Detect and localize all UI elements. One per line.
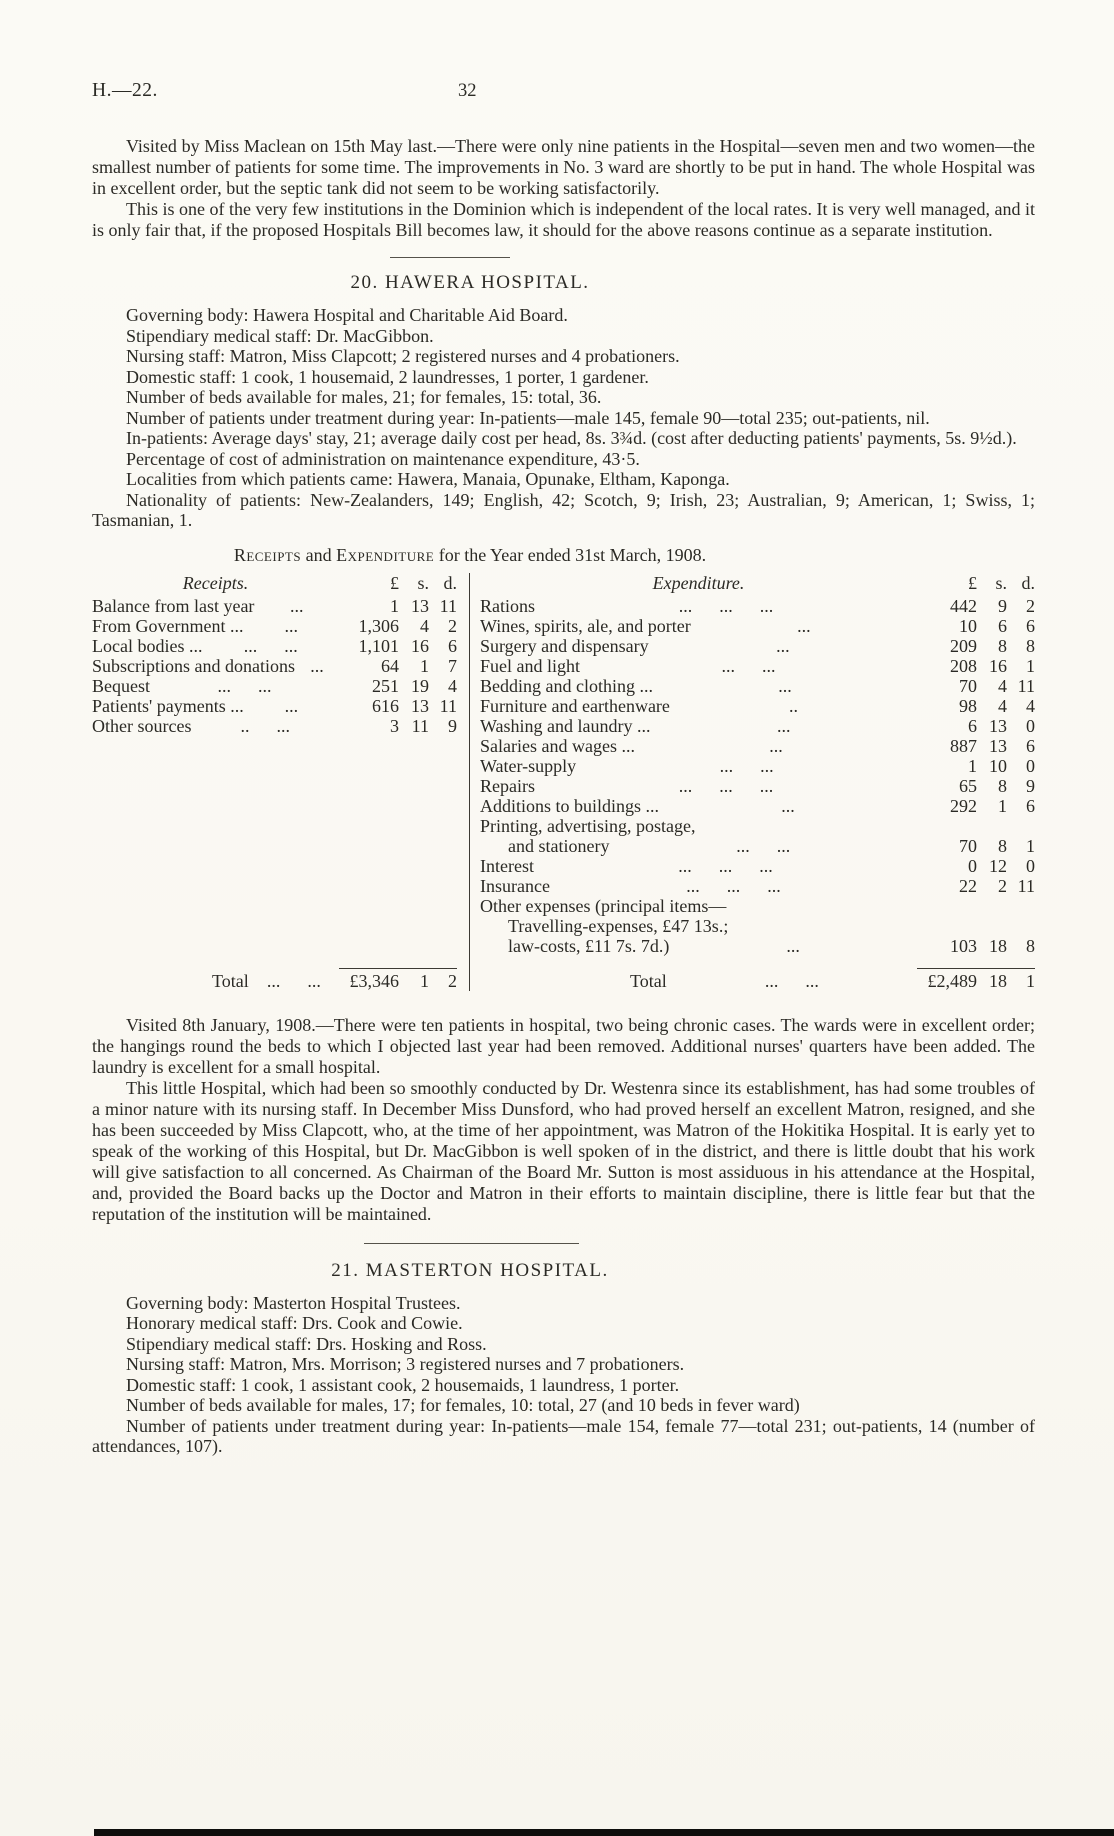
detail-line: Nursing staff: Matron, Miss Clapcott; 2 registered nurses and 4 probationers. [126, 346, 680, 366]
amount-pence: 11 [439, 595, 457, 616]
total-amount-cells [917, 968, 1035, 991]
amount-cells [917, 776, 1035, 796]
table-row [92, 636, 457, 656]
dot-leaders: ... [776, 635, 790, 656]
amount-pounds: 0 [968, 855, 977, 876]
receipts-rows [92, 596, 457, 736]
detail-line: Nationality of patients: New-Zealanders, 149; English, 42; Scotch, 9; Irish, 23; Australian, 9; American, 1; Swiss, 1; Tasmanian, 1. [92, 489, 1035, 530]
amount-pounds: 6 [968, 715, 977, 736]
currency-column-headings [917, 573, 1035, 593]
expenditure-total-row [480, 968, 1035, 991]
dot-leaders: ... [769, 735, 783, 756]
section-divider [364, 1243, 579, 1244]
amount-pounds: 1,101 [358, 635, 399, 656]
hawera-heading: 20. HAWERA HOSPITAL. [350, 272, 590, 293]
row-label: Travelling-expenses, £47 13s.; [508, 915, 729, 936]
receipts-header-row [92, 573, 457, 593]
table-title-expenditure: Expenditure [336, 544, 435, 565]
total-amount-cells [339, 968, 457, 991]
row-label: Rations [480, 595, 536, 616]
amount-cells [339, 716, 457, 736]
amount-pence: 6 [1026, 735, 1035, 756]
amount-shillings: 4 [420, 615, 429, 636]
table-title-receipts: Receipts [233, 544, 302, 565]
row-label: Wines, spirits, ale, and porter [480, 615, 691, 636]
amount-pence: 9 [448, 715, 457, 736]
detail-line: Domestic staff: 1 cook, 1 housemaid, 2 laundresses, 1 porter, 1 gardener. [126, 366, 649, 387]
expenditure-header-row [480, 573, 1035, 593]
amount-shillings: 19 [411, 675, 429, 696]
amount-pounds: 3 [390, 715, 399, 736]
amount-pounds: 1,306 [358, 615, 399, 636]
amount-shillings: 1 [998, 795, 1007, 816]
dot-leaders: .. [788, 695, 798, 716]
detail-line: Stipendiary medical staff: Drs. Hosking and Ross. [126, 1333, 487, 1354]
detail-line: Nursing staff: Matron, Mrs. Morrison; 3 registered nurses and 7 probationers. [126, 1354, 685, 1374]
amount-cells [917, 716, 1035, 736]
amount-pence: 6 [1026, 795, 1035, 816]
table-row [480, 756, 1035, 776]
dot-leaders: ... ... ... [686, 875, 781, 896]
table-row [92, 596, 457, 616]
row-label: law-costs, £11 7s. 7d.) [508, 935, 670, 956]
table-row [480, 936, 1035, 956]
table-row [480, 616, 1035, 636]
table-row [480, 816, 1035, 836]
pounds-heading: £ [968, 572, 977, 593]
amount-shillings: 6 [998, 615, 1007, 636]
amount-cells [917, 616, 1035, 636]
amount-shillings: 13 [989, 735, 1007, 756]
amount-cells [917, 936, 1035, 956]
row-label: Local bodies ... [92, 635, 203, 656]
row-label: Other sources [92, 715, 192, 736]
intro-paragraph-1: Visited by Miss Maclean on 15th May last.—There were only nine patients in the Hospital—seven men and two women—the smallest number of patients for some time. The improvements in No. 3 ward are shortly to be put in hand. The whole Hospital was in excellent order, but the septic tank did not seem to be working satisfactorily. [92, 136, 1035, 198]
table-row [480, 836, 1035, 856]
amount-pence: 7 [448, 655, 457, 676]
amount-pence: 6 [448, 635, 457, 656]
amount-pounds: 442 [950, 595, 977, 616]
dot-leaders: ... [289, 595, 304, 616]
dot-leaders: ... ... [217, 675, 272, 696]
row-label: Patients' payments ... [92, 695, 244, 716]
dot-leaders: ... ... [736, 835, 791, 856]
dot-leaders: ... [777, 715, 791, 736]
receipts-expenditure-table [92, 545, 1035, 991]
table-row [92, 696, 457, 716]
table-row [480, 896, 1035, 916]
amount-shillings: 4 [998, 675, 1007, 696]
amount-shillings: 11 [411, 715, 429, 736]
shillings-heading: s. [995, 572, 1007, 593]
amount-shillings: 12 [989, 855, 1007, 876]
visit-paragraph-2: This little Hospital, which had been so smoothly conducted by Dr. Westenra since its establishment, has had some troubles of a minor nature with its nursing staff. In December Miss Dunsford, who had proved herself an excellent Matron, resigned, and she has been succeeded by Miss Clapcott, who, at the time of her appointment, was Matron of the Hokitika Hospital. It is early yet to speak of the working of this Hospital, but Dr. MacGibbon is well spoken of in the district, and there is little doubt that his work will give satisfaction to all concerned. As Chairman of the Board Mr. Sutton is most assiduous in his attendance at the Hospital, and, provided the Board backs up the Doctor and Matron in their efforts to maintain discipline, there is little fear but that the reputation of the institution will be maintained. [92, 1077, 1035, 1224]
scan-edge-artifact [94, 1829, 1114, 1836]
row-label: Surgery and dispensary [480, 635, 649, 656]
amount-pounds: 209 [950, 635, 977, 656]
table-row [92, 716, 457, 736]
masterton-details [92, 1293, 1035, 1457]
expenditure-column [470, 573, 1035, 991]
table-row [480, 596, 1035, 616]
total-label: Total [212, 970, 249, 991]
amount-cells [339, 696, 457, 716]
row-label: Interest [480, 855, 534, 876]
dot-leaders: ... [778, 675, 792, 696]
amount-pence: 9 [1026, 775, 1035, 796]
visit-paragraph-1: Visited 8th January, 1908.—There were ten patients in hospital, two being chronic cases. The wards were in excellent order; the hangings round the beds to which I objected last year had been removed. Additional nurses' quarters have been added. The laundry is excellent for a small hospital. [92, 1014, 1035, 1077]
detail-line: Governing body: Masterton Hospital Trustees. [126, 1292, 461, 1313]
amount-cells [339, 616, 457, 636]
amount-pence: 8 [1026, 935, 1035, 956]
amount-cells [917, 596, 1035, 616]
amount-pence: 0 [1026, 855, 1035, 876]
table-row [480, 796, 1035, 816]
dot-leaders: ... [310, 655, 324, 676]
dot-leaders: ... ... [266, 970, 321, 991]
page-header [92, 80, 1035, 104]
row-label: Washing and laundry ... [480, 715, 651, 736]
intro-paragraph-2: This is one of the very few institutions in the Dominion which is independent of the local rates. It is very well managed, and it is only fair that, if the proposed Hospitals Bill becomes law, it should for the above reasons continue as a separate institution. [92, 199, 1035, 240]
table-title-and: and [301, 544, 337, 565]
table-title-rest: for the Year ended 31st March, 1908. [434, 544, 707, 565]
amount-pounds: 887 [950, 735, 977, 756]
amount-cells [339, 636, 457, 656]
amount-pounds: 22 [959, 875, 977, 896]
amount-pence: 2 [448, 615, 457, 636]
row-label: Printing, advertising, postage, [480, 815, 696, 836]
amount-shillings: 16 [411, 635, 429, 656]
total-shillings: 1 [420, 970, 429, 991]
amount-pence: 8 [1026, 635, 1035, 656]
row-label: Balance from last year [92, 595, 255, 616]
total-pence: 2 [448, 970, 457, 991]
amount-pounds: 103 [950, 935, 977, 956]
amount-pence: 0 [1026, 755, 1035, 776]
table-row [92, 616, 457, 636]
table-row [480, 776, 1035, 796]
detail-line: Number of beds available for males, 17; for females, 10: total, 27 (and 10 beds in fever ward) [126, 1395, 800, 1415]
amount-pounds: 10 [959, 615, 977, 636]
dot-leaders: ... ... [764, 970, 819, 991]
section-divider [390, 257, 510, 258]
detail-line: In-patients: Average days' stay, 21; average daily cost per head, 8s. 3¾d. (cost after deducting patients' payments, 5s. 9½d.). [126, 428, 1017, 448]
receipts-total-row [92, 956, 457, 991]
expenditure-column-heading: Expenditure. [652, 572, 745, 593]
row-label: Subscriptions and donations [92, 655, 295, 676]
detail-line: Number of beds available for males, 21; for females, 15: total, 36. [126, 387, 602, 407]
amount-cells [339, 676, 457, 696]
amount-cells [917, 656, 1035, 676]
table-row [480, 916, 1035, 936]
table-row [480, 676, 1035, 696]
amount-pence: 0 [1026, 715, 1035, 736]
amount-cells [917, 876, 1035, 896]
total-pounds: £3,346 [349, 970, 399, 991]
amount-cells [917, 636, 1035, 656]
total-pounds: £2,489 [927, 970, 977, 991]
row-label: Furniture and earthenware [480, 695, 670, 716]
row-label: Salaries and wages ... [480, 735, 635, 756]
amount-pence: 4 [448, 675, 457, 696]
amount-cells [917, 696, 1035, 716]
amount-pence: 11 [439, 695, 457, 716]
amount-shillings: 16 [989, 655, 1007, 676]
table-row [92, 656, 457, 676]
report-number: H.—22. [92, 80, 158, 101]
table-title [92, 545, 848, 566]
table-row [480, 876, 1035, 896]
row-label: From Government ... [92, 615, 244, 636]
hawera-details [92, 305, 1035, 531]
row-label: and stationery [508, 835, 610, 856]
amount-cells [917, 736, 1035, 756]
pence-heading: d. [1021, 572, 1035, 593]
amount-shillings: 13 [411, 695, 429, 716]
amount-pence: 1 [1026, 835, 1035, 856]
dot-leaders: ... ... ... [678, 775, 774, 796]
dot-leaders: ... ... [719, 755, 774, 776]
shillings-heading: s. [417, 572, 429, 593]
dot-leaders: ... [284, 695, 299, 716]
table-row [92, 676, 457, 696]
amount-pounds: 1 [390, 595, 399, 616]
amount-pounds: 292 [950, 795, 977, 816]
pounds-heading: £ [390, 572, 399, 593]
detail-line: Honorary medical staff: Drs. Cook and Cowie. [126, 1313, 463, 1333]
dot-leaders: ... ... ... [678, 595, 774, 616]
expenditure-rows [480, 596, 1035, 956]
detail-line: Stipendiary medical staff: Dr. MacGibbon. [126, 325, 434, 346]
amount-cells [917, 856, 1035, 876]
amount-pounds: 65 [959, 775, 977, 796]
amount-shillings: 8 [998, 635, 1007, 656]
row-label: Repairs [480, 775, 535, 796]
amount-pence: 11 [1017, 875, 1035, 896]
detail-line: Number of patients under treatment during year: In-patients—male 145, female 90—total 235; out-patients, nil. [126, 407, 930, 428]
amount-pence: 6 [1026, 615, 1035, 636]
row-label: Insurance [480, 875, 550, 896]
dot-leaders: ... [786, 935, 800, 956]
amount-shillings: 13 [989, 715, 1007, 736]
row-label: Other expenses (principal items— [480, 895, 727, 916]
amount-shillings: 1 [420, 655, 429, 676]
amount-cells [917, 796, 1035, 816]
detail-line: Percentage of cost of administration on maintenance expenditure, 43·5. [126, 448, 640, 469]
amount-pounds: 64 [381, 655, 399, 676]
total-label: Total [630, 970, 667, 991]
amount-cells [339, 596, 457, 616]
detail-line: Governing body: Hawera Hospital and Charitable Aid Board. [126, 305, 568, 325]
amount-shillings: 8 [998, 775, 1007, 796]
masterton-heading: 21. MASTERTON HOSPITAL. [331, 1259, 609, 1281]
amount-shillings: 13 [411, 595, 429, 616]
row-label: Water-supply [480, 755, 577, 776]
amount-pounds: 251 [372, 675, 399, 696]
table-row [480, 716, 1035, 736]
table-row [480, 736, 1035, 756]
table-body [92, 573, 1035, 991]
amount-cells [339, 656, 457, 676]
amount-pence: 2 [1026, 595, 1035, 616]
table-row [480, 696, 1035, 716]
page-number: 32 [458, 81, 477, 101]
amount-pounds: 70 [959, 675, 977, 696]
amount-pence: 4 [1026, 695, 1035, 716]
table-row [480, 656, 1035, 676]
amount-pounds: 1 [968, 755, 977, 776]
detail-line: Domestic staff: 1 cook, 1 assistant cook, 2 housemaids, 1 laundress, 1 porter. [126, 1374, 680, 1395]
total-pence: 1 [1026, 970, 1035, 991]
row-label: Bedding and clothing ... [480, 675, 653, 696]
amount-pounds: 616 [372, 695, 399, 716]
row-label: Fuel and light [480, 655, 580, 676]
amount-pounds: 70 [959, 835, 977, 856]
amount-cells [917, 676, 1035, 696]
dot-leaders: ... ... [243, 635, 298, 656]
amount-shillings: 2 [998, 875, 1007, 896]
amount-pence: 1 [1026, 655, 1035, 676]
amount-cells [917, 836, 1035, 856]
dot-leaders: ... [797, 615, 811, 636]
pence-heading: d. [443, 572, 457, 593]
dot-leaders: ... ... ... [678, 855, 773, 876]
dot-leaders: ... [781, 795, 795, 816]
amount-pounds: 208 [950, 655, 977, 676]
total-shillings: 18 [989, 970, 1007, 991]
receipts-column-heading: Receipts. [182, 572, 249, 593]
currency-column-headings [339, 573, 457, 593]
detail-line: Localities from which patients came: Hawera, Manaia, Opunake, Eltham, Kaponga. [126, 469, 730, 489]
table-row [480, 636, 1035, 656]
dot-leaders: ... ... [721, 655, 776, 676]
amount-shillings: 4 [998, 695, 1007, 716]
amount-shillings: 10 [989, 755, 1007, 776]
amount-pence: 11 [1017, 675, 1035, 696]
row-label: Additions to buildings ... [480, 795, 660, 816]
receipts-column [92, 573, 470, 991]
dot-leaders: .. ... [240, 715, 290, 736]
amount-pounds: 98 [959, 695, 977, 716]
dot-leaders: ... [284, 615, 298, 636]
amount-shillings: 8 [998, 835, 1007, 856]
detail-line: Number of patients under treatment during year: In-patients—male 154, female 77—total 231; out-patients, 14 (number of attendances, 107). [92, 1415, 1035, 1456]
row-label: Bequest [92, 675, 150, 696]
amount-cells [917, 756, 1035, 776]
amount-shillings: 9 [998, 595, 1007, 616]
amount-shillings: 18 [989, 935, 1007, 956]
table-row [480, 856, 1035, 876]
